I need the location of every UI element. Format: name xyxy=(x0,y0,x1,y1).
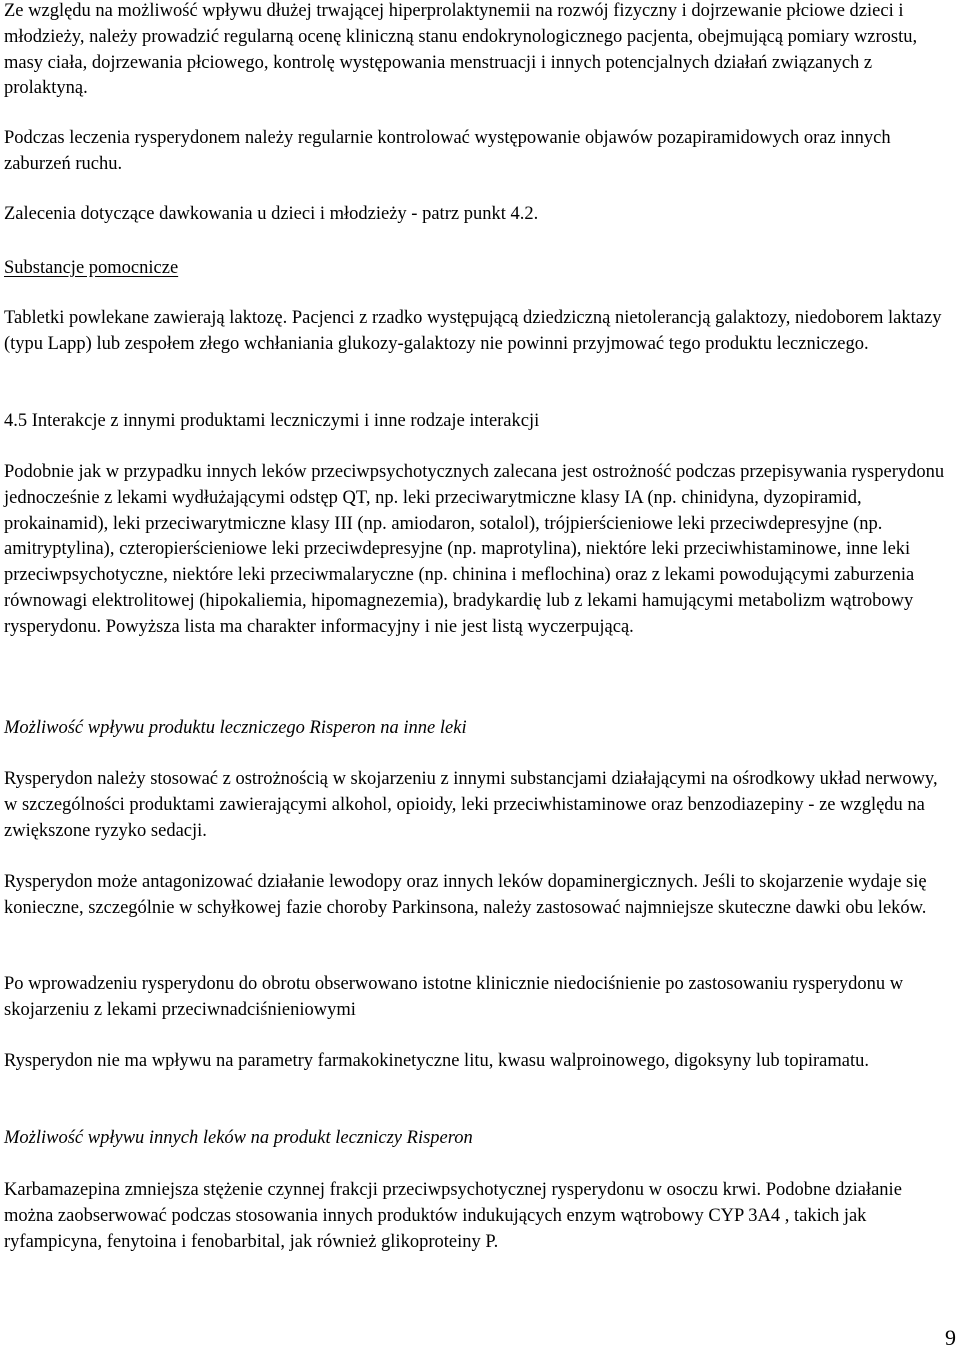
paragraph-hypotension: Po wprowadzeniu rysperydonu do obrotu obserwowano istotne klinicznie niedociśnienie po zastosowaniu rysperydonu w skojarzeniu z lekami przeciwnadciśnieniowymi xyxy=(4,974,904,1020)
paragraph-lactose: Tabletki powlekane zawierają laktozę. Pacjenci z rzadko występującą dziedziczną nietolerancją galaktozy, niedoborem laktazy (typu Lapp) lub zespołem złego wchłaniania glukozy-galaktozy nie powinni przyjmować tego produktu leczniczego. xyxy=(4,308,942,354)
subheading-effect-of-other-drugs: Możliwość wpływu innych leków na produkt leczniczy Risperon xyxy=(4,1128,473,1148)
paragraph-endocrine-assessment: Ze względu na możliwość wpływu dłużej trwającej hiperprolaktynemii na rozwój fizyczny i dojrzewanie płciowe dzieci i młodzieży, należy prowadzić regularną ocenę kliniczną stanu endokrynologicznego pacjenta, obejmującą pomiary wzrostu, masy ciała, dojrzewania płciowego, kontrolę występowania menstruacji i innych potencjalnych działań związanych z prolaktyną. xyxy=(4,1,918,99)
subheading-excipients: Substancje pomocnicze xyxy=(4,258,179,278)
paragraph-pharmacokinetics: Rysperydon nie ma wpływu na parametry farmakokinetyczne litu, kwasu walproinowego, digoksyny lub topiramatu. xyxy=(4,1051,869,1071)
section-heading-interactions: 4.5 Interakcje z innymi produktami leczniczymi i inne rodzaje interakcji xyxy=(4,411,540,431)
page-number: 9 xyxy=(945,1325,956,1350)
paragraph-dosing-reference: Zalecenia dotyczące dawkowania u dzieci i młodzieży - patrz punkt 4.2. xyxy=(4,204,539,224)
paragraph-carbamazepine: Karbamazepina zmniejsza stężenie czynnej frakcji przeciwpsychotycznej rysperydonu w osoczu krwi. Podobne działanie można zaobserwować podczas stosowania innych produktów indukujących enzym wątrobowy CYP 3A4 , takich jak ryfampicyna, fenytoina i fenobarbital, jak również glikoproteiny P. xyxy=(4,1180,902,1252)
paragraph-qt-interactions: Podobnie jak w przypadku innych leków przeciwpsychotycznych zalecana jest ostrożność podczas przepisywania rysperydonu jednocześnie z lekami wydłużającymi odstęp QT, np. leki przeciwarytmiczne klasy IA (np. chinidyna, dyzopiramid, prokainamid), leki przeciwarytmiczne klasy III (np. amiodaron, sotalol), trójpierścieniowe leki przeciwdepresyjne (np. amitryptylina), czteropierścieniowe leki przeciwdepresyjne (np. maprotylina), niektóre leki przeciwhistaminowe, inne leki przeciwpsychotyczne, niektóre leki przeciwmalaryczne (np. chinina i meflochina) oraz z lekami powodującymi zaburzenia równowagi elektrolitowej (hipokaliemia, hipomagnezemia), bradykardię lub z lekami hamującymi metabolizm wątrobowy rysperydonu. Powyższa lista ma charakter informacyjny i nie jest listą wyczerpującą. xyxy=(4,462,945,637)
subheading-effect-on-other-drugs: Możliwość wpływu produktu leczniczego Risperon na inne leki xyxy=(4,718,467,738)
paragraph-extrapyramidal-monitoring: Podczas leczenia rysperydonem należy regularnie kontrolować występowanie objawów pozapiramidowych oraz innych zaburzeń ruchu. xyxy=(4,128,891,174)
paragraph-cns-caution: Rysperydon należy stosować z ostrożnością w skojarzeniu z innymi substancjami działającymi na ośrodkowy układ nerwowy, w szczególności produktami zawierającymi alkohol, opioidy, leki przeciwhistaminowe oraz benzodiazepiny - ze względu na zwiększone ryzyko sedacji. xyxy=(4,769,938,841)
paragraph-levodopa: Rysperydon może antagonizować działanie lewodopy oraz innych leków dopaminergicznych. Jeśli to skojarzenie wydaje się konieczne, szczególnie w schyłkowej fazie choroby Parkinsona, należy zastosować najmniejsze skuteczne dawki obu leków. xyxy=(4,872,927,918)
